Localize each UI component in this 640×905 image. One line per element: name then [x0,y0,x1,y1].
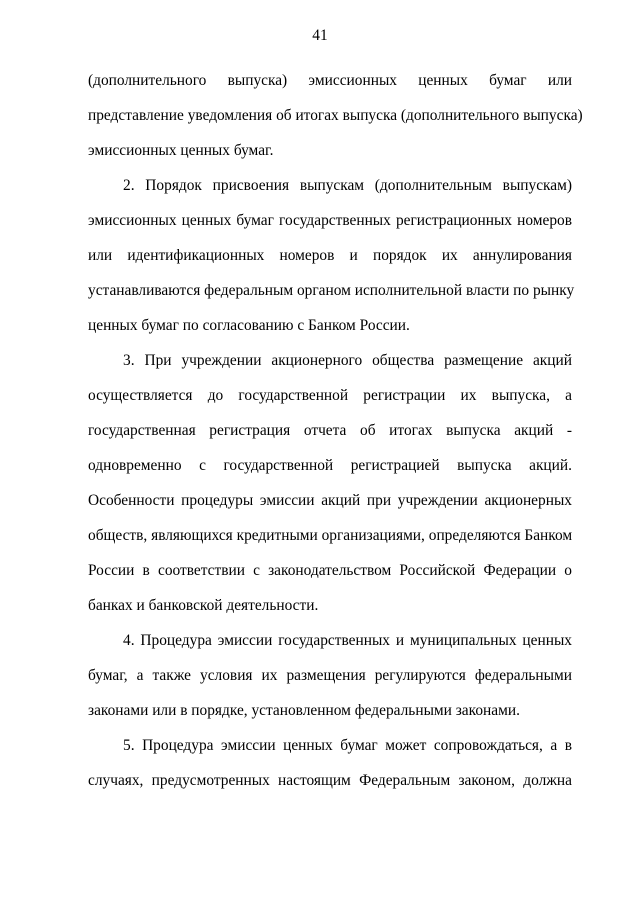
paragraph-5-first-line: 5. Процедура эмиссии ценных бумаг может сопровождаться, а в [123,737,572,754]
text-line: банках и банковской деятельности. [88,597,319,614]
text-line: Особенности процедуры эмиссии акций при учреждении акционерных [88,492,572,509]
text-line: (дополнительного выпуска) эмиссионных ценных бумаг или [88,72,572,89]
paragraph-3-first-line: 3. При учреждении акционерного общества размещение акций [123,352,572,369]
text-line: осуществляется до государственной регистрации их выпуска, а [88,387,572,404]
text-line: законами или в порядке, установленном федеральными законами. [88,702,520,719]
paragraph-4-first-line: 4. Процедура эмиссии государственных и муниципальных ценных [123,632,572,649]
text-line: эмиссионных ценных бумаг. [88,142,274,159]
text-line: России в соответствии с законодательством Российской Федерации о [88,562,572,579]
text-line: или идентификационных номеров и порядок их аннулирования [88,247,572,264]
text-line: представление уведомления об итогах выпуска (дополнительного выпуска) [88,107,583,124]
text-line: случаях, предусмотренных настоящим Федеральным законом, должна [88,772,572,789]
text-line: государственная регистрация отчета об итогах выпуска акций - [88,422,572,439]
text-line: одновременно с государственной регистрацией выпуска акций. [88,457,572,474]
text-line: бумаг, а также условия их размещения регулируются федеральными [88,667,572,684]
text-line: эмиссионных ценных бумаг государственных регистрационных номеров [88,212,572,229]
paragraph-2-first-line: 2. Порядок присвоения выпускам (дополнительным выпускам) [123,177,572,194]
text-line: обществ, являющихся кредитными организациями, определяются Банком [88,527,573,544]
text-line: устанавливаются федеральным органом исполнительной власти по рынку [88,282,575,299]
text-line: ценных бумаг по согласованию с Банком России. [88,317,410,334]
page-number: 41 [312,27,328,44]
